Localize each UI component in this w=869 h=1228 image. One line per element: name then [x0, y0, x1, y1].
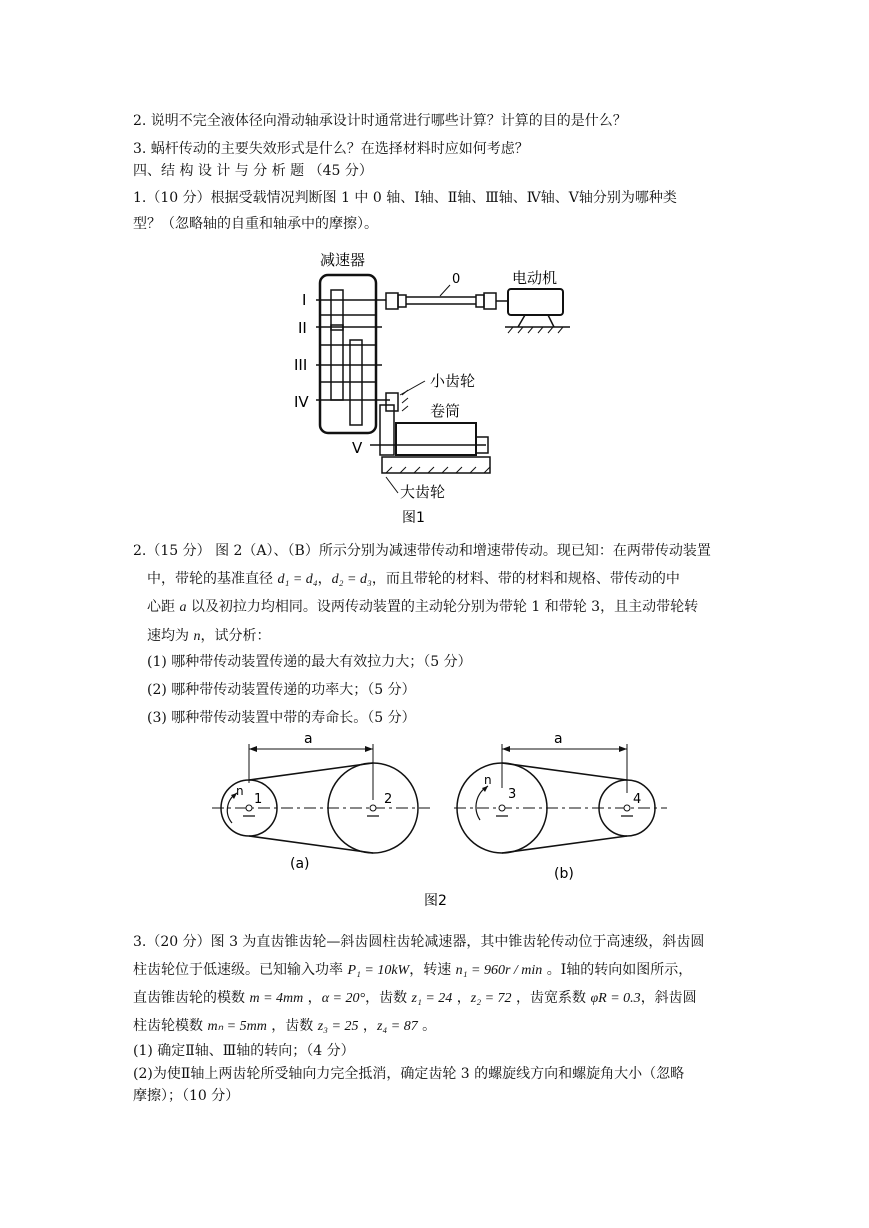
q3-eq-z3: z₃ = 25 [317, 1019, 359, 1034]
belt-b-bottom [502, 836, 627, 853]
q3-line4-text-a: 柱齿轮模数 [133, 1018, 208, 1034]
question-3-2: 2. 说明不完全液体径向滑动轴承设计时通常进行哪些计算？计算的目的是什么？ [133, 113, 627, 129]
q3-line3-text-b: ， [303, 990, 322, 1006]
q3-line4-text-d: 。 [417, 1018, 437, 1034]
label-shaft-III: III [294, 356, 308, 374]
q3-line3-text-d: ， [452, 990, 471, 1006]
q3-line3-text-e: ，齿宽系数 [511, 990, 591, 1006]
question-4-2-line2 [147, 569, 680, 590]
q3-line2-text-a: 柱齿轮位于低速级。已知输入功率 [133, 962, 348, 978]
q2-var-a: a [179, 600, 187, 615]
label-shaft-0: 0 [452, 272, 461, 287]
q3-eq-mn: mₙ = 5mm [207, 1019, 267, 1034]
label-shaft-V: V [352, 439, 363, 457]
q2-line2-text-a: 中，带轮的基准直径 [147, 571, 278, 587]
fig2b-dim-label: a [554, 731, 563, 747]
belt-a-top [249, 763, 373, 780]
q2-line2-text-b: ，而且带轮的材料、带的材料和规格、带传动的中 [371, 571, 680, 587]
fig2b-label: (b) [554, 866, 574, 882]
q3-line2-text-c: 。Ⅰ轴的转向如图所示， [542, 962, 693, 978]
fig1-motor-label: 电动机 [512, 269, 558, 287]
question-4-3-sub1: (1) 确定Ⅱ轴、Ⅲ轴的转向；（4 分） [133, 1043, 355, 1059]
belt-b-top [502, 763, 627, 780]
q3-eq-z4: z₄ = 87 [376, 1019, 418, 1034]
question-4-3-sub2-line2: 摩擦）；（10 分） [133, 1088, 240, 1104]
big-gear [380, 405, 394, 455]
question-4-2-line4 [147, 626, 270, 647]
q3-line3-text-f: ，斜齿圆 [640, 990, 697, 1006]
gear-1 [331, 290, 343, 330]
drum [396, 423, 476, 455]
fig1-small-gear-label: 小齿轮 [430, 372, 476, 390]
label-shaft-IV: IV [294, 393, 309, 411]
figure-2 [212, 728, 667, 913]
q3-eq-phi: φR = 0.3 [590, 991, 641, 1006]
fig1-caption: 图1 [402, 510, 425, 526]
q3-line2-text-b: ，转速 [409, 962, 456, 978]
q3-eq-z2: z₂ = 72 [470, 991, 512, 1006]
q3-line3-text-a: 直齿锥齿轮的模数 [133, 990, 250, 1006]
fig2-pulley1-label: 1 [254, 792, 263, 807]
fig1-big-gear-label: 大齿轮 [400, 483, 446, 501]
section-4-heading: 四、结 构 设 计 与 分 析 题 （45 分） [133, 163, 373, 179]
fig1-drum-label: 卷筒 [430, 402, 461, 420]
question-3-3: 3. 蜗杆传动的主要失效形式是什么？在选择材料时应如何考虑？ [133, 141, 529, 157]
figure-1 [290, 245, 580, 530]
q2-eq-d1-d4: d₁ = d₄ [277, 572, 318, 587]
q2-eq-d2-d3: d₂ = d₃ [331, 572, 372, 587]
fig2b-speed-label: n [484, 773, 492, 787]
q2-line3-text-a: 心距 [147, 599, 180, 615]
question-4-1-line1: 1.（10 分）根据受载情况判断图 1 中 0 轴、Ⅰ轴、Ⅱ轴、Ⅲ轴、Ⅳ轴、Ⅴ轴分别为哪种类 [133, 190, 677, 206]
q3-line4-text-c: ， [358, 1018, 377, 1034]
q3-line4-text-b: ，齿数 [266, 1018, 318, 1034]
question-4-3-line1: 3.（20 分）图 3 为直齿锥齿轮—斜齿圆柱齿轮减速器，其中锥齿轮传动位于高速级，斜齿圆 [133, 934, 705, 950]
q2-line4-text-a: 速均为 [147, 628, 194, 644]
question-4-1-line2: 型？（忽略轴的自重和轴承中的摩擦）。 [133, 216, 378, 232]
label-shaft-I: I [302, 291, 307, 309]
motor [508, 289, 563, 315]
q3-eq-z1: z₁ = 24 [411, 991, 453, 1006]
fig2a-dim-label: a [304, 731, 313, 747]
q3-eq-power: P₁ = 10kW [347, 963, 410, 978]
q2-var-n: n [193, 629, 201, 644]
q2-line2-sep: ， [317, 571, 332, 587]
q3-eq-alpha: α = 20° [321, 991, 366, 1006]
question-4-3-line2 [133, 960, 692, 981]
question-4-3-line3 [133, 988, 697, 1009]
question-4-2-sub3: (3) 哪种带传动装置中带的寿命长。（5 分） [147, 710, 416, 726]
label-shaft-II: II [298, 319, 307, 337]
question-4-2-line3 [147, 597, 698, 618]
gear-2 [331, 325, 343, 400]
fig2-pulley2-label: 2 [384, 792, 393, 807]
question-4-2-sub2: (2) 哪种带传动装置传递的功率大；（5 分） [147, 682, 416, 698]
fig2-pulley4-label: 4 [633, 792, 642, 807]
q3-eq-speed: n₁ = 960r / min [455, 963, 543, 978]
question-4-2-line1: 2.（15 分） 图 2（A）、（B）所示分别为减速带传动和增速带传动。现已知：在两带传动装置 [133, 543, 711, 559]
fig1-reducer-label: 减速器 [320, 251, 366, 269]
reducer-housing [320, 275, 376, 433]
fig2-pulley3-label: 3 [508, 787, 517, 802]
q2-line4-text-b: ，试分析： [200, 628, 271, 644]
belt-a-bottom [249, 836, 373, 853]
question-4-3-line4 [133, 1016, 436, 1037]
q2-line3-text-b: 以及初拉力均相同。设两传动装置的主动轮分别为带轮 1 和带轮 3，且主动带轮转 [186, 599, 699, 615]
rotation-arrow-b [476, 786, 488, 820]
fig2a-speed-label: n [236, 784, 244, 798]
fig2-caption: 图2 [424, 893, 447, 909]
q3-line3-text-c: ，齿数 [365, 990, 412, 1006]
question-4-2-sub1: (1) 哪种带传动装置传递的最大有效拉力大；（5 分） [147, 654, 472, 670]
fig2a-label: (a) [290, 856, 310, 872]
question-4-3-sub2-line1: (2)为使Ⅱ轴上两齿轮所受轴向力完全抵消，确定齿轮 3 的螺旋线方向和螺旋角大小（忽略 [133, 1066, 685, 1082]
q3-eq-module: m = 4mm [249, 991, 304, 1006]
